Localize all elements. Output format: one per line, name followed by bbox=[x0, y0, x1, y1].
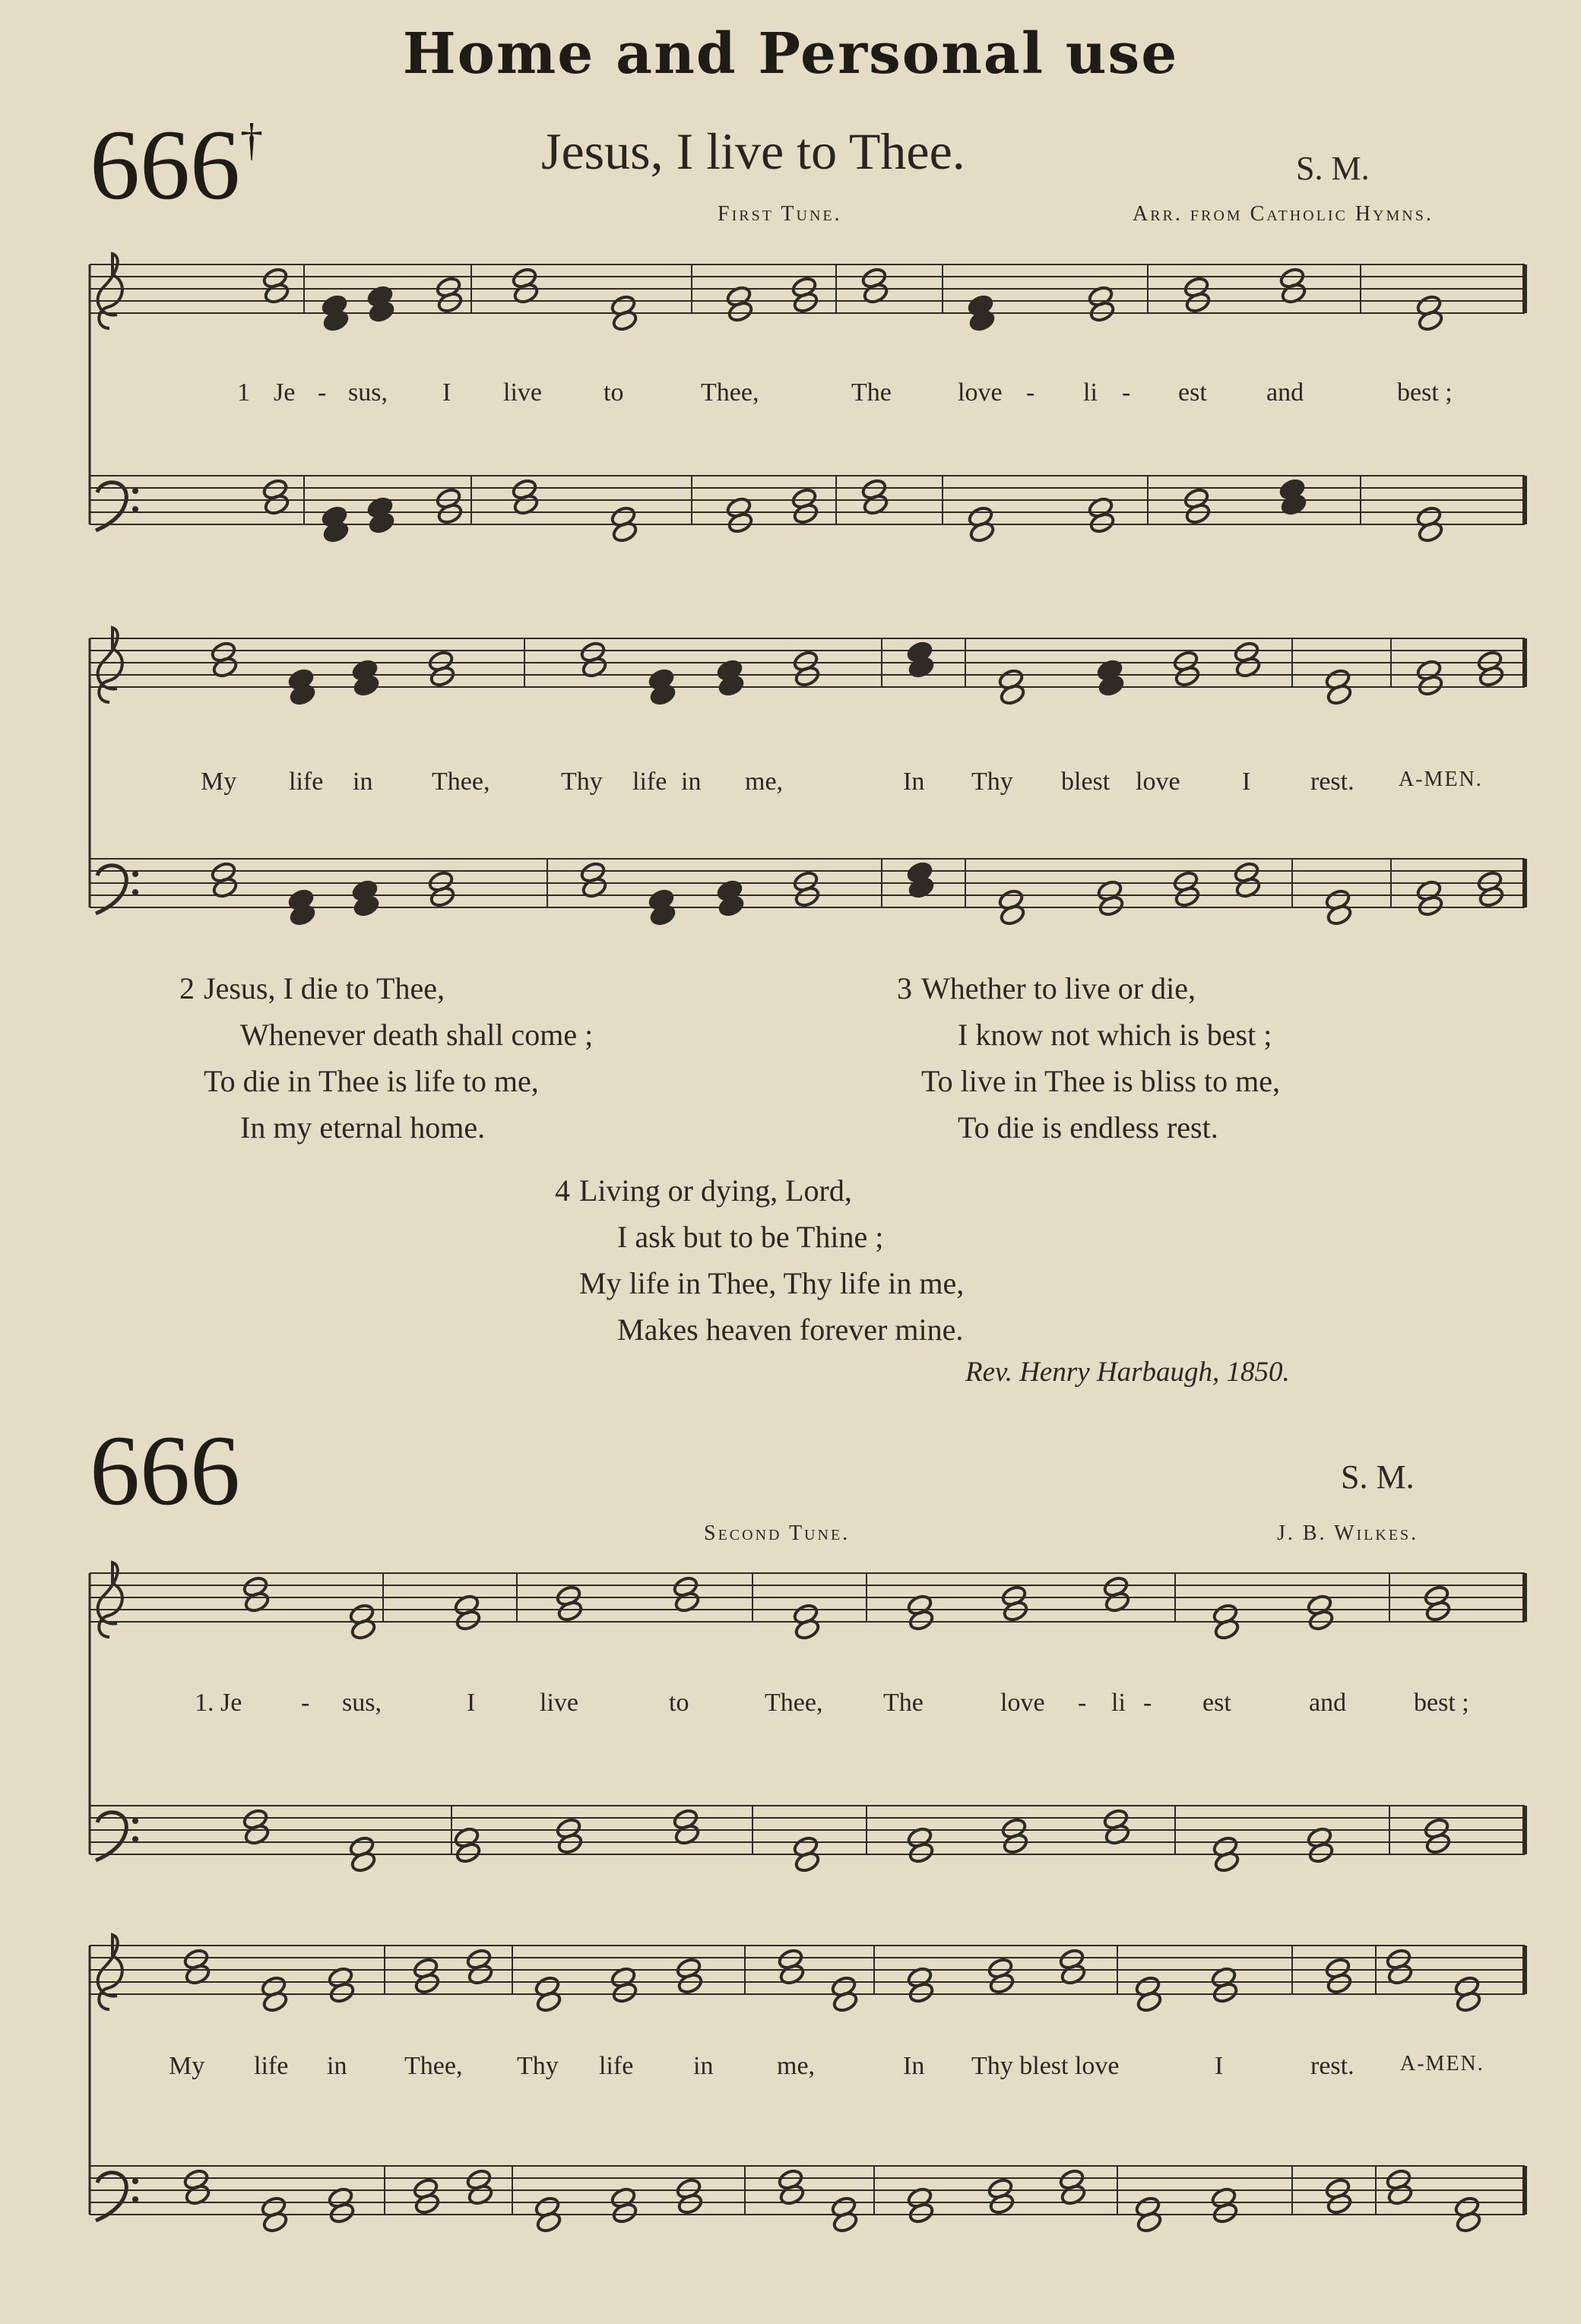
lyric-syllable: My bbox=[169, 2052, 205, 2080]
lyric-syllable: love bbox=[1136, 768, 1180, 796]
verse-line: Jesus, I die to Thee, bbox=[204, 971, 445, 1005]
lyric-syllable: I bbox=[442, 378, 451, 407]
lyric-syllable: life bbox=[289, 768, 324, 796]
verse-line: To die in Thee is life to me, bbox=[204, 1064, 539, 1098]
lyric-syllable: love bbox=[958, 378, 1003, 407]
lyric-syllable: and bbox=[1266, 378, 1304, 407]
lyric-syllable: best ; bbox=[1414, 1689, 1469, 1717]
verse-line: To die is endless rest. bbox=[958, 1110, 1218, 1145]
lyric-syllable: Thee, bbox=[701, 378, 759, 407]
verse-line: I ask but to be Thine ; bbox=[617, 1220, 884, 1254]
lyric-syllable: in bbox=[327, 2052, 347, 2080]
bass-clef-dot bbox=[132, 2178, 138, 2184]
verse-number: 4 bbox=[555, 1173, 570, 1208]
lyric-syllable: to bbox=[604, 378, 624, 407]
author-credit: Rev. Henry Harbaugh, 1850. bbox=[965, 1357, 1290, 1388]
lyric-syllable: rest. bbox=[1310, 768, 1354, 796]
bass-clef-dot bbox=[132, 2196, 138, 2202]
lyric-syllable: The bbox=[851, 378, 892, 407]
verse-line: To live in Thee is bliss to me, bbox=[921, 1064, 1280, 1098]
lyric-syllable: me, bbox=[745, 768, 784, 796]
lyrics-line-1 bbox=[0, 378, 1581, 412]
lyric-syllable: li bbox=[1083, 378, 1098, 407]
lyric-syllable: In bbox=[903, 768, 925, 796]
lyric-syllable: love bbox=[1000, 1689, 1045, 1717]
lyric-syllable: - bbox=[1122, 378, 1131, 407]
tune-label-2: Second Tune. bbox=[704, 1521, 851, 1545]
lyric-syllable: Thee, bbox=[404, 2052, 463, 2080]
verse-number: 2 bbox=[179, 971, 195, 1005]
bass-clef-dot bbox=[132, 889, 138, 895]
verse-2 bbox=[157, 965, 593, 1151]
lyric-syllable: Thy bbox=[971, 768, 1013, 796]
lyric-syllable: in bbox=[693, 2052, 714, 2080]
lyric-syllable: I bbox=[1215, 2052, 1224, 2080]
lyric-syllable: - bbox=[318, 378, 327, 407]
bass-clef-dot bbox=[132, 488, 138, 494]
meter-label-2: S. M. bbox=[1341, 1458, 1415, 1496]
arranger-credit: Arr. from Catholic Hymns. bbox=[1133, 202, 1434, 226]
lyric-syllable: In bbox=[903, 2052, 925, 2080]
lyric-syllable: life bbox=[254, 2052, 289, 2080]
lyric-syllable: I bbox=[467, 1689, 476, 1717]
lyric-syllable: in bbox=[353, 768, 373, 796]
bass-clef bbox=[96, 2173, 126, 2221]
lyric-syllable: to bbox=[669, 1689, 689, 1717]
lyric-syllable: me, bbox=[777, 2052, 816, 2080]
lyric-syllable: - bbox=[301, 1689, 310, 1717]
lyric-syllable: li bbox=[1111, 1689, 1126, 1717]
lyric-syllable: sus, bbox=[348, 378, 388, 407]
tune-label: First Tune. bbox=[718, 202, 842, 226]
lyric-syllable: in bbox=[681, 768, 702, 796]
lyric-syllable: Thy bbox=[517, 2052, 559, 2080]
hymn-number-2: 666 bbox=[90, 1414, 240, 1526]
lyric-syllable: Thy blest love bbox=[971, 2052, 1120, 2080]
lyric-syllable: - bbox=[1026, 378, 1035, 407]
lyric-syllable: A-MEN. bbox=[1399, 768, 1483, 791]
lyric-syllable: sus, bbox=[342, 1689, 382, 1717]
lyric-syllable: I bbox=[1242, 768, 1251, 796]
meter-label: S. M. bbox=[1296, 150, 1370, 187]
verse-number: 3 bbox=[897, 971, 912, 1005]
verse-line: Whenever death shall come ; bbox=[240, 1018, 594, 1052]
lyric-syllable: 1. Je bbox=[195, 1689, 242, 1717]
lyric-syllable: est bbox=[1202, 1689, 1231, 1717]
lyric-syllable: live bbox=[540, 1689, 578, 1717]
verse-line: Living or dying, Lord, bbox=[579, 1173, 852, 1208]
composer-credit: J. B. Wilkes. bbox=[1277, 1521, 1419, 1545]
verse-4 bbox=[532, 1167, 964, 1353]
lyrics-line-3 bbox=[0, 1689, 1581, 1722]
lyric-syllable: Thee, bbox=[432, 768, 490, 796]
section-header: Home and Personal use bbox=[402, 21, 1179, 87]
lyric-syllable: rest. bbox=[1310, 2052, 1354, 2080]
dagger-mark: † bbox=[240, 115, 263, 165]
hymn-title: Jesus, I live to Thee. bbox=[541, 122, 965, 180]
lyric-syllable: est bbox=[1178, 378, 1207, 407]
lyric-syllable: live bbox=[503, 378, 542, 407]
lyric-syllable: A-MEN. bbox=[1400, 2052, 1484, 2075]
verse-line: I know not which is best ; bbox=[958, 1018, 1272, 1052]
lyric-syllable: Je bbox=[274, 378, 296, 407]
verse-3 bbox=[874, 965, 1280, 1151]
lyric-syllable: life bbox=[599, 2052, 634, 2080]
bass-clef bbox=[96, 1813, 126, 1860]
bass-clef bbox=[96, 866, 126, 913]
bass-clef-dot bbox=[132, 506, 138, 512]
lyric-syllable: Thy bbox=[561, 768, 603, 796]
lyric-syllable: - bbox=[1078, 1689, 1087, 1717]
lyric-syllable: Thee, bbox=[765, 1689, 823, 1717]
hymn-number-text: 666 bbox=[90, 109, 240, 220]
bass-clef bbox=[96, 483, 126, 530]
verse-line: Makes heaven forever mine. bbox=[617, 1312, 964, 1347]
lyric-syllable: life bbox=[632, 768, 667, 796]
lyrics-line-4 bbox=[0, 2052, 1581, 2085]
lyrics-line-2 bbox=[0, 768, 1581, 801]
lyric-syllable: and bbox=[1309, 1689, 1347, 1717]
verse-line: Whether to live or die, bbox=[921, 971, 1196, 1005]
lyric-syllable: 1 bbox=[237, 378, 250, 407]
verse-line: In my eternal home. bbox=[240, 1110, 486, 1145]
lyric-syllable: My bbox=[201, 768, 237, 796]
lyric-syllable: - bbox=[1143, 1689, 1152, 1717]
bass-clef-dot bbox=[132, 1818, 138, 1824]
bass-clef-dot bbox=[132, 1836, 138, 1842]
verse-line: My life in Thee, Thy life in me, bbox=[579, 1266, 965, 1300]
lyric-syllable: blest bbox=[1061, 768, 1111, 796]
lyric-syllable: best ; bbox=[1397, 378, 1453, 407]
lyric-syllable: The bbox=[883, 1689, 924, 1717]
bass-clef-dot bbox=[132, 871, 138, 877]
